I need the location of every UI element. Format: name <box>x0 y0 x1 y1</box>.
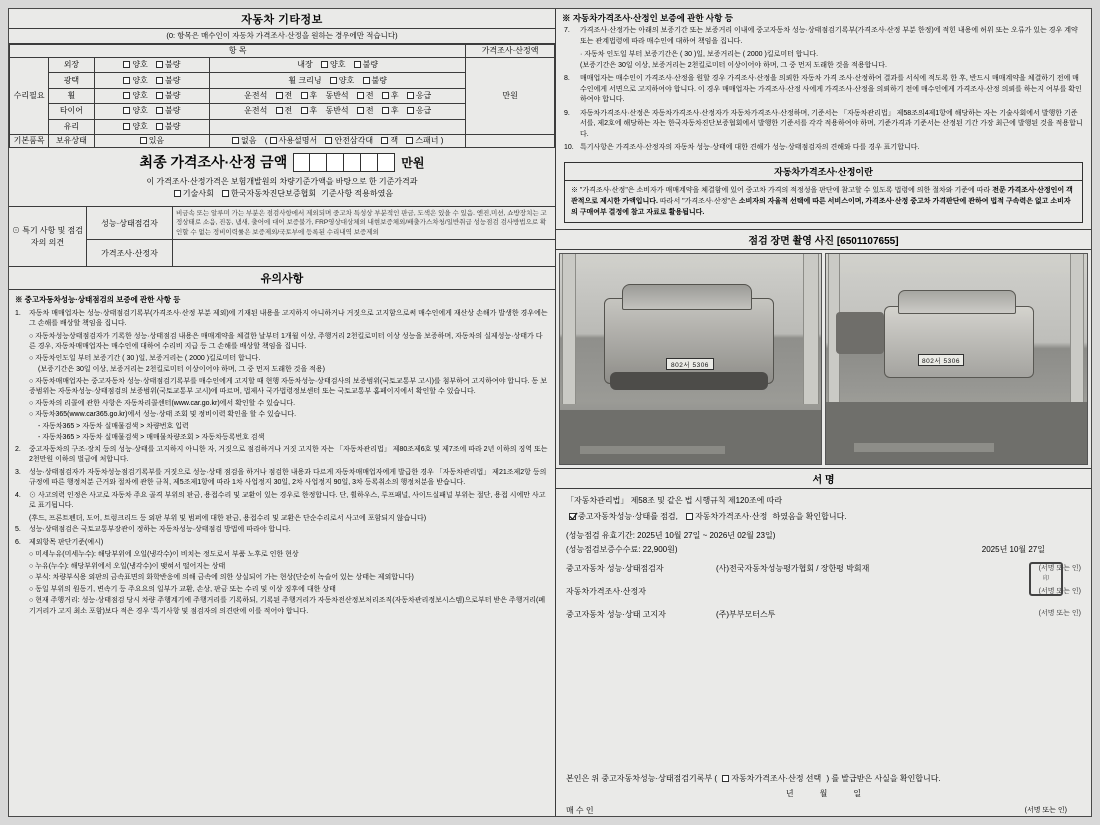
appraisal-title: ※ 자동차가격조사·산정인 보증에 관한 사항 등 <box>561 13 733 23</box>
tire-position-options[interactable]: 운전석 전 후 동반석 전 후 응급 <box>210 104 466 119</box>
checkbox-appraisal-selected[interactable]: 자동차가격조사·산정 선택 <box>722 772 821 786</box>
basic-items-list[interactable]: 없음 ( 사용설명서 안전삼각대 잭 스패너 ) <box>210 135 466 148</box>
final-price-input[interactable] <box>293 153 395 172</box>
appraisal-definition-text: ※ "가격조사·산정"은 소비자가 매매계약을 체결함에 있어 중고차 가격의 적정성을 판단에 참고할 수 있도록 법령에 의한 절차와 기준에 따라 전문 가격조사·산정인이 객관적으로 제시한 가액입니다. 따라서 "가격조사·산정"은 소비자의 자율적 선택에 따른 서비스이며, 가격조사·산정 중고차 가격판단에 관하여 법적 구속력은 없고 소비자의 구매여부 결정에 참고 자료로 활용됩니다. <box>570 186 1073 216</box>
signature-statement: 「자동차관리법」 제58조 및 같은 법 시행규칙 제120조에 따라 <box>565 496 783 506</box>
opt-engineer-society[interactable]: 기술사회 <box>174 188 214 200</box>
signature-date: 2025년 10월 27일 <box>981 544 1045 554</box>
basic-items-label: 기본품목 <box>10 135 49 148</box>
signature-rows <box>566 562 1081 621</box>
row-label-glass: 유리 <box>49 119 94 134</box>
exterior-options[interactable]: 양호 불량 <box>94 58 210 73</box>
official-seal-stamp: 印 <box>1029 562 1063 596</box>
notice-item: 5. 성능·상태점검은 국토교통부장관이 정하는 자동차성능·상태점검 방법에 따라야 합니다. <box>15 526 291 534</box>
validity-period: (성능점검 유효기간: 2025년 10월 27일 ~ 2026년 02월 23일) <box>565 531 776 541</box>
inspection-fee: (성능점검보증수수료: 22,900원) <box>565 544 678 554</box>
special-appraiser-value[interactable] <box>173 240 555 266</box>
row-label-exterior: 외장 <box>49 58 94 73</box>
signature-row-notifier: 중고자동차 성능·상태 고지자 (주)부부모터스투 (서명 또는 인) <box>565 609 1081 619</box>
notice-item: 2. 중고자동차의 구조·장치 등의 성능·상태를 고지하지 아니한 자, 거짓으로 점검하거나 거짓 고지한 자는 「자동차관리법」 제80조제6호 및 제7조에 따라 2년 이하의 징역 또는 2천만원 이하의 벌금에 처합니다. <box>15 445 548 464</box>
wheel-options[interactable]: 양호 불량 <box>94 88 210 103</box>
special-notes-label: ⊙ 특기 사항 및 점검자의 의견 <box>9 207 87 266</box>
buyer-signature-row[interactable] <box>556 801 1091 816</box>
glass-extra-cell <box>210 119 466 134</box>
price-amount-cell[interactable] <box>466 58 555 135</box>
license-plate-right: 802서 5306 <box>918 354 964 366</box>
basic-items-sub: 보유상태 <box>49 135 94 148</box>
left-column <box>9 9 556 816</box>
license-plate-left: 802서 5306 <box>666 358 714 370</box>
photo-section-title: 점검 장면 촬영 사진 [6501107655] <box>556 229 1091 250</box>
appraisal-definition-box <box>564 162 1083 224</box>
price-unit: 만원 <box>502 91 518 100</box>
photo-gallery <box>556 250 1091 468</box>
photo-underbody-view[interactable] <box>825 253 1088 465</box>
signature-checkboxes[interactable]: 중고자동차성능·상태를 점검, 자동차가격조사·산정 하였음을 확인합니다. <box>566 510 1081 524</box>
basic-items-have[interactable]: 있음 <box>94 135 210 148</box>
photo-front-view[interactable] <box>559 253 822 465</box>
inspection-record-sheet <box>8 8 1092 817</box>
wheel-position-options[interactable]: 운전석 전 후 동반석 전 후 응급 <box>210 88 466 103</box>
appraisal-item: 8. 매매업자는 매수인이 가격조사·산정을 원할 경우 가격조사·산정을 의뢰한 자동차 가격 조사·산정하여 결과를 서식에 적도록 한 후, 반드시 매매계약을 체결하기 전에 매수인에게 서면으로 고지하여야 합니다. 이 경우 매매업자는 가격조사·산정 사에게 가격조사·산정을 의뢰하기 전에 매수인에게 가격조사·산정 의뢰를 하는지 여부를 확인하여야 합니다. <box>563 75 1082 103</box>
final-price-description: 이 가격조사·산정가격은 보험개발원의 차량기준가액을 바탕으로 한 기준가격과 기술사회 한국자동차진단보증협회 기준사항 적용하였음 <box>146 177 418 198</box>
row-label-polish: 광택 <box>49 73 94 88</box>
notice-item: 1. 자동차 매매업자는 성능·상태점검기록부(가격조사·산정 부분 제외)에 기재된 내용을 고지하지 아니하거나 거짓으로 고지함으로써 매수인에게 재산상 손해가 발생한 경우에는 그 손해를 배상할 책임을 집니다. <box>15 309 548 328</box>
buyer-confirmation-note: 본인은 위 중고자동차성능·상태점검기록부 ( 자동차가격조사·산정 선택 ) 를 발급받은 사실을 확인합니다. <box>556 766 1091 786</box>
signature-body <box>556 489 1091 766</box>
etc-info-table <box>9 44 555 148</box>
row-label-wheel: 휠 <box>49 88 94 103</box>
appraisal-item: 10. 특기사항은 가격조사·산정자의 자동차 성능·상태에 대한 견해가 성능·상태점검자의 견해와 다를 경우 표기합니다. <box>563 144 920 151</box>
tire-options[interactable]: 양호 불량 <box>94 104 210 119</box>
notice-sublist: (후드, 프론트펜더, 도어, 트렁크리드 등 외판 부위 및 범퍼에 대한 판금, 용접수리 및 교환은 단순수리로서 사고에 포함되지 않습니다) <box>29 514 427 522</box>
interior-options[interactable]: 내장 양호 불량 <box>210 58 466 73</box>
notice-body <box>9 290 555 816</box>
notice-item: 3. 성능·상태점검자가 자동차성능점검기록부를 거짓으로 성능·상태 점검을 하거나 점검한 내용과 다르게 자동차매매업자에게 발급한 경우 「자동차관리법」 제21조제2항 등의 규정에 따른 행정처분 근거와 절차에 관한 규칙, 제5조제1항에 따라 1차 사업정지 30일, 2차 사업정지 90일, 3차 등록취소의 행정처분을 받습니다. <box>15 468 547 487</box>
appraisal-sublist: · 자동차 인도일 부터 보증기간은 ( 30 )일, 보증거리는 ( 2000 )킬로미터 합니다. (보증기간은 30일 이상, 보증거리는 2천킬로미터 이상이어야 하며, 그 중 먼저 도래한 것을 적용합니다. <box>579 51 887 69</box>
wheel-cleaning-options[interactable]: 휠 크리닝 양호 불량 <box>210 73 466 88</box>
basic-items-price[interactable] <box>466 135 555 148</box>
special-appraiser-label: 가격조사·산정자 <box>87 240 173 266</box>
checkbox-price-appraisal[interactable]: 자동차가격조사·산정 <box>686 510 767 524</box>
final-price-section <box>9 148 555 207</box>
glass-options[interactable]: 양호 불량 <box>94 119 210 134</box>
right-column <box>556 9 1091 816</box>
appraisal-definition-title: 자동차가격조사·산정이란 <box>565 163 1082 181</box>
signature-row-inspector: 중고자동차 성능·상태점검자 (사)전국자동차성능평가협회 / 장한평 박회재 (서명 또는 인) 印 <box>566 562 1081 576</box>
etc-info-title: 자동차 기타정보 <box>9 9 555 29</box>
col-header-price: 가격조사·산정액 <box>466 45 555 58</box>
special-notes-section <box>9 207 555 267</box>
col-header-item: 항 목 <box>10 45 466 58</box>
buyer-date-fields[interactable]: 년 월 일 <box>785 789 862 798</box>
notice-item: 6. 제외항목 판단기준(예시) <box>15 538 104 546</box>
notice-item: 4. ⊙ 사고의력 인정은 사고로 자동차 주요 골격 부위의 판금, 용접수리 및 교환이 있는 경우로 한정합니다. 단, 휠하우스, 루프패널, 사이드실패널 부위는 절단, 용접 시에만 사고로 표기됩니다. <box>15 491 546 510</box>
appraisal-item: 7. 가격조사·산정가는 아래의 보증기간 또는 보증거리 이내에 중고자동차 성능·상태점검기록부(가격조사·산정 부분 한정)에 적힌 내용에 허위 또는 오류가 있는 경우 계약 또는 관계법령에 따라 매수인에 대하여 책임을 집니다. <box>563 27 1078 45</box>
notice-section1-title: ※ 중고자동차성능·상태점검의 보증에 관한 사항 등 <box>15 295 181 305</box>
notice-sublist: ○ 미세누유(미세누수): 해당부위에 오일(냉각수)이 비치는 정도로서 부품 노후로 인한 현상 ○ 누유(누수): 해당부위에서 오일(냉각수)이 맺혀서 떨어지는 상태 ○ 부식: 차량부식용 외판의 금속표면의 화학반응에 의해 금속에 의한 상실되어 가는 현상(단순히 녹슬어 있는 상태는 제외합니다) ○ 동일 부위의 원동기, 변속기 등 주요요의 일부가 교환, 손상, 판금 또는 수리 및 이상 징후에 대한 상태 ○ 현재 주행거리: 성능·상태점검 당시 차량 주행계기에 주행거리를 기록하되, 기록된 주행거리가 자동차전산정보처리조직(자동차관리정보시스템)으로부터 받은 주행거리(폐기거리가 고지 최소 포함)보다 적은 경우 '특기사항 및 점검자의 의견란에 이를 적어야 합니다. <box>29 551 546 615</box>
checkbox-performance-inspection[interactable]: 중고자동차성능·상태를 점검, <box>569 510 678 524</box>
row-label-tire: 타이어 <box>49 104 94 119</box>
notice-sublist: ○ 자동차성능상태점검자가 기록한 성능·상태점검 내용은 매매계약을 체결한 날부터 1개월 이상, 주행거리 2천킬로미터 이상 성능을 보증하며, 자동차의 실제성능·상태가 다른 경우, 자동차매매업자는 매수인에 대하여 수리비 지급 등 그 손해를 배상할 책임을 집니다. ○ 자동차인도일 부터 보증기간 ( 30 )일, 보증거리는 ( 2000 )킬로미터 합니다. (보증기간은 30일 이상, 보증거리는 2천킬로미터 이상이어야 하며, 그 중 먼저 도래한 것을 적용) ○ 자동차매매업자는 중고자동차 성능·상태점검기록부를 매수인에게 고지할 때 현행 자동차성능·상태검사의 보증범위(국토교통부 고시)를 첨부하여 고지하여야 합니다. 동 보증범위는 자동차성능·상태점검의 보증범위(국토교통부 고시)에 따르며, 법제사 국가법령정보센터 또는 국토교통부 홈페이지에서 확인할 수 있습니다. ○ 자동차의 리콜에 관한 사항은 자동차리콜센터(www.car.go.kr)에서 확인할 수 있습니다. ○ 자동차365(www.car365.go.kr)에서 성능·상태 조회 및 정비이력 확인을 할 수 있습니다. - 자동차365 > 자동차 실매물검색 > 차량번호 입력 - 자동차365 > 자동차 실매물검색 > 매매물차량조회 > 자동차등록번호 검색 <box>29 332 548 442</box>
appraisal-item: 9. 자동차가격조사·산정은 자동차가격조사·산정자가 자동차가격조사·산정하며, 기준서는 「자동차관리법」 제58조의4제1항에 해당하는 자는 기술사회에서 발행한 기준서를, 제2호에 해당하는 자는 한국자동차진단보증협회에서 발행한 기준서를 각각 적용하여야 하며, 기준가격과 기준서는 산정된 기간 가장 최근에 발행된 것을 적용합니다. <box>563 109 1083 138</box>
appraisal-body <box>556 26 1091 159</box>
opt-kadwa[interactable]: 한국자동차진단보증협회 <box>222 188 316 200</box>
etc-info-subtitle: (0: 항목은 매수인이 자동차 가격조사·산정을 원하는 경우에만 적습니다) <box>9 29 555 44</box>
polish-options[interactable]: 양호 불량 <box>94 73 210 88</box>
final-price-unit: 만원 <box>401 155 425 170</box>
repair-needed-label: 수리필요 <box>10 58 49 135</box>
buyer-seal-label: (서명 또는 인) <box>1024 807 1067 814</box>
final-price-title: 최종 가격조사·산정 금액 <box>139 154 288 170</box>
buyer-label: 매 수 인 <box>565 806 594 815</box>
signature-section-title: 서 명 <box>556 468 1091 489</box>
notice-title: 유의사항 <box>9 267 555 290</box>
signature-row-appraiser[interactable]: 자동차가격조사·산정자 (서명 또는 인) <box>565 587 1081 597</box>
special-inspector-value[interactable]: 비금속 또는 알루미 가는 부분은 점검사항에서 제외되며 중고차 특성상 부분적인 판금, 도색은 있을 수 있음. 엔진,미션, 쇼방장치는 고정상태로 소음, 진동, 냄새, 출어에 대어 보증불가, FRP영상대상체외 내현보증체외/배출가스차청/일반취급 성능점검 검사방법으로 확인할 수 없는 정비이력률은 보증제외/국토부에 등록된 수리내역 보증제외 <box>176 210 547 236</box>
special-inspector-label: 성능·상태점검자 <box>87 207 173 239</box>
